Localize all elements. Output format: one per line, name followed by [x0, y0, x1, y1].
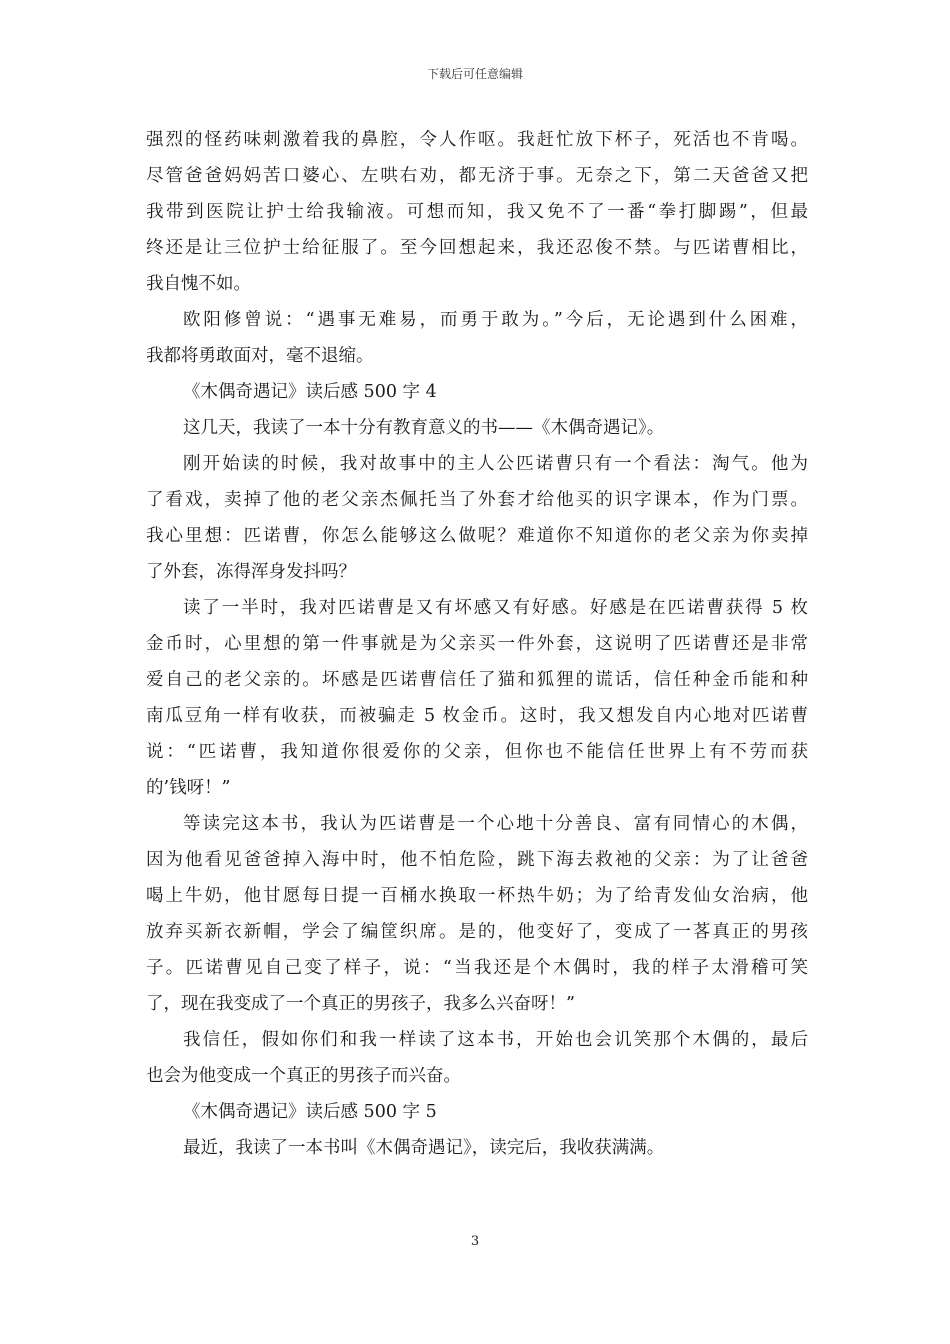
page-number: 3 [470, 1234, 480, 1249]
text-line: 爱自己的老父亲的。坏感是匹诺曹信任了猫和狐狸的谎话，信任种金币能和种 [146, 670, 808, 690]
page-header: 下载后可任意编辑 [426, 67, 523, 81]
text-line: 尽管爸爸妈妈苦口婆心、左哄右劝，都无济于事。无奈之下，第二天爸爸又把 [146, 166, 808, 186]
text-line: 了，现在我变成了一个真正的男孩子，我多么兴奋呀！” [146, 994, 575, 1014]
text-line: 等读完这本书，我认为匹诺曹是一个心地十分善良、富有同情心的木偶， [183, 814, 808, 834]
text-line: 我都将勇敢面对，毫不退缩。 [146, 346, 374, 366]
text-line: 金币时，心里想的第一件事就是为父亲买一件外套，这说明了匹诺曹还是非常 [146, 634, 808, 654]
text-line: 因为他看见爸爸掉入海中时，他不怕危险，跳下海去救祂的父亲：为了让爸爸 [146, 850, 808, 870]
text-line: 喝上牛奶，他甘愿每日提一百桶水换取一杯热牛奶；为了给青发仙女治病，他 [146, 886, 808, 906]
text-line: 也会为他变成一个真正的男孩子而兴奋。 [146, 1066, 461, 1086]
text-line: 欧阳修曾说：“遇事无难易，而勇于敢为。”今后，无论遇到什么困难， [183, 310, 808, 330]
text-line: 的’钱呀！” [146, 778, 231, 798]
text-line: 放弃买新衣新帽，学会了编筐织席。是的，他变好了，变成了一茖真正的男孩 [146, 922, 808, 942]
document-body [146, 122, 808, 1166]
text-line: 强烈的怪药味刺激着我的鼻腔，令人作呕。我赶忙放下杯子，死活也不肯喝。 [146, 130, 808, 150]
text-line: 我心里想：匹诺曹，你怎么能够这么做呢？难道你不知道你的老父亲为你卖掉 [146, 526, 808, 546]
text-line: 我自愧不如。 [146, 274, 251, 294]
text-line: 了外套，冻得浑身发抖吗？ [146, 562, 356, 582]
text-line: 最近，我读了一本书叫《木偶奇遇记》，读完后，我收获满满。 [183, 1138, 665, 1158]
text-line: 我带到医院让护士给我输液。可想而知，我又免不了一番“拳打脚踢”，但最 [146, 202, 808, 222]
text-line: 了看戏，卖掉了他的老父亲杰佩托当了外套才给他买的识字课本，作为门票。 [146, 490, 808, 510]
section-heading: 《木偶奇遇记》读后感 500 字 4 [183, 382, 437, 402]
text-line: 终还是让三位护士给征服了。至今回想起来，我还忍俊不禁。与匹诺曹相比， [146, 238, 808, 258]
text-line: 我信任，假如你们和我一样读了这本书，开始也会讥笑那个木偶的，最后 [183, 1030, 808, 1050]
text-line: 子。匹诺曹见自己变了样子，说：“当我还是个木偶时，我的样子太滑稽可笑 [146, 958, 808, 978]
text-line: 这几天，我读了一本十分有教育意义的书——《木偶奇遇记》。 [183, 418, 665, 438]
text-line: 南瓜豆角一样有收获，而被骗走 5 枚金币。这时，我又想发自内心地对匹诺曹 [146, 706, 808, 726]
text-line: 说：“匹诺曹，我知道你很爱你的父亲，但你也不能信任世界上有不劳而获 [146, 742, 808, 762]
text-line: 刚开始读的时候，我对故事中的主人公匹诺曹只有一个看法：淘气。他为 [183, 454, 808, 474]
section-heading: 《木偶奇遇记》读后感 500 字 5 [183, 1102, 437, 1122]
text-line: 读了一半时，我对匹诺曹是又有坏感又有好感。好感是在匹诺曹获得 5 枚 [183, 598, 808, 618]
